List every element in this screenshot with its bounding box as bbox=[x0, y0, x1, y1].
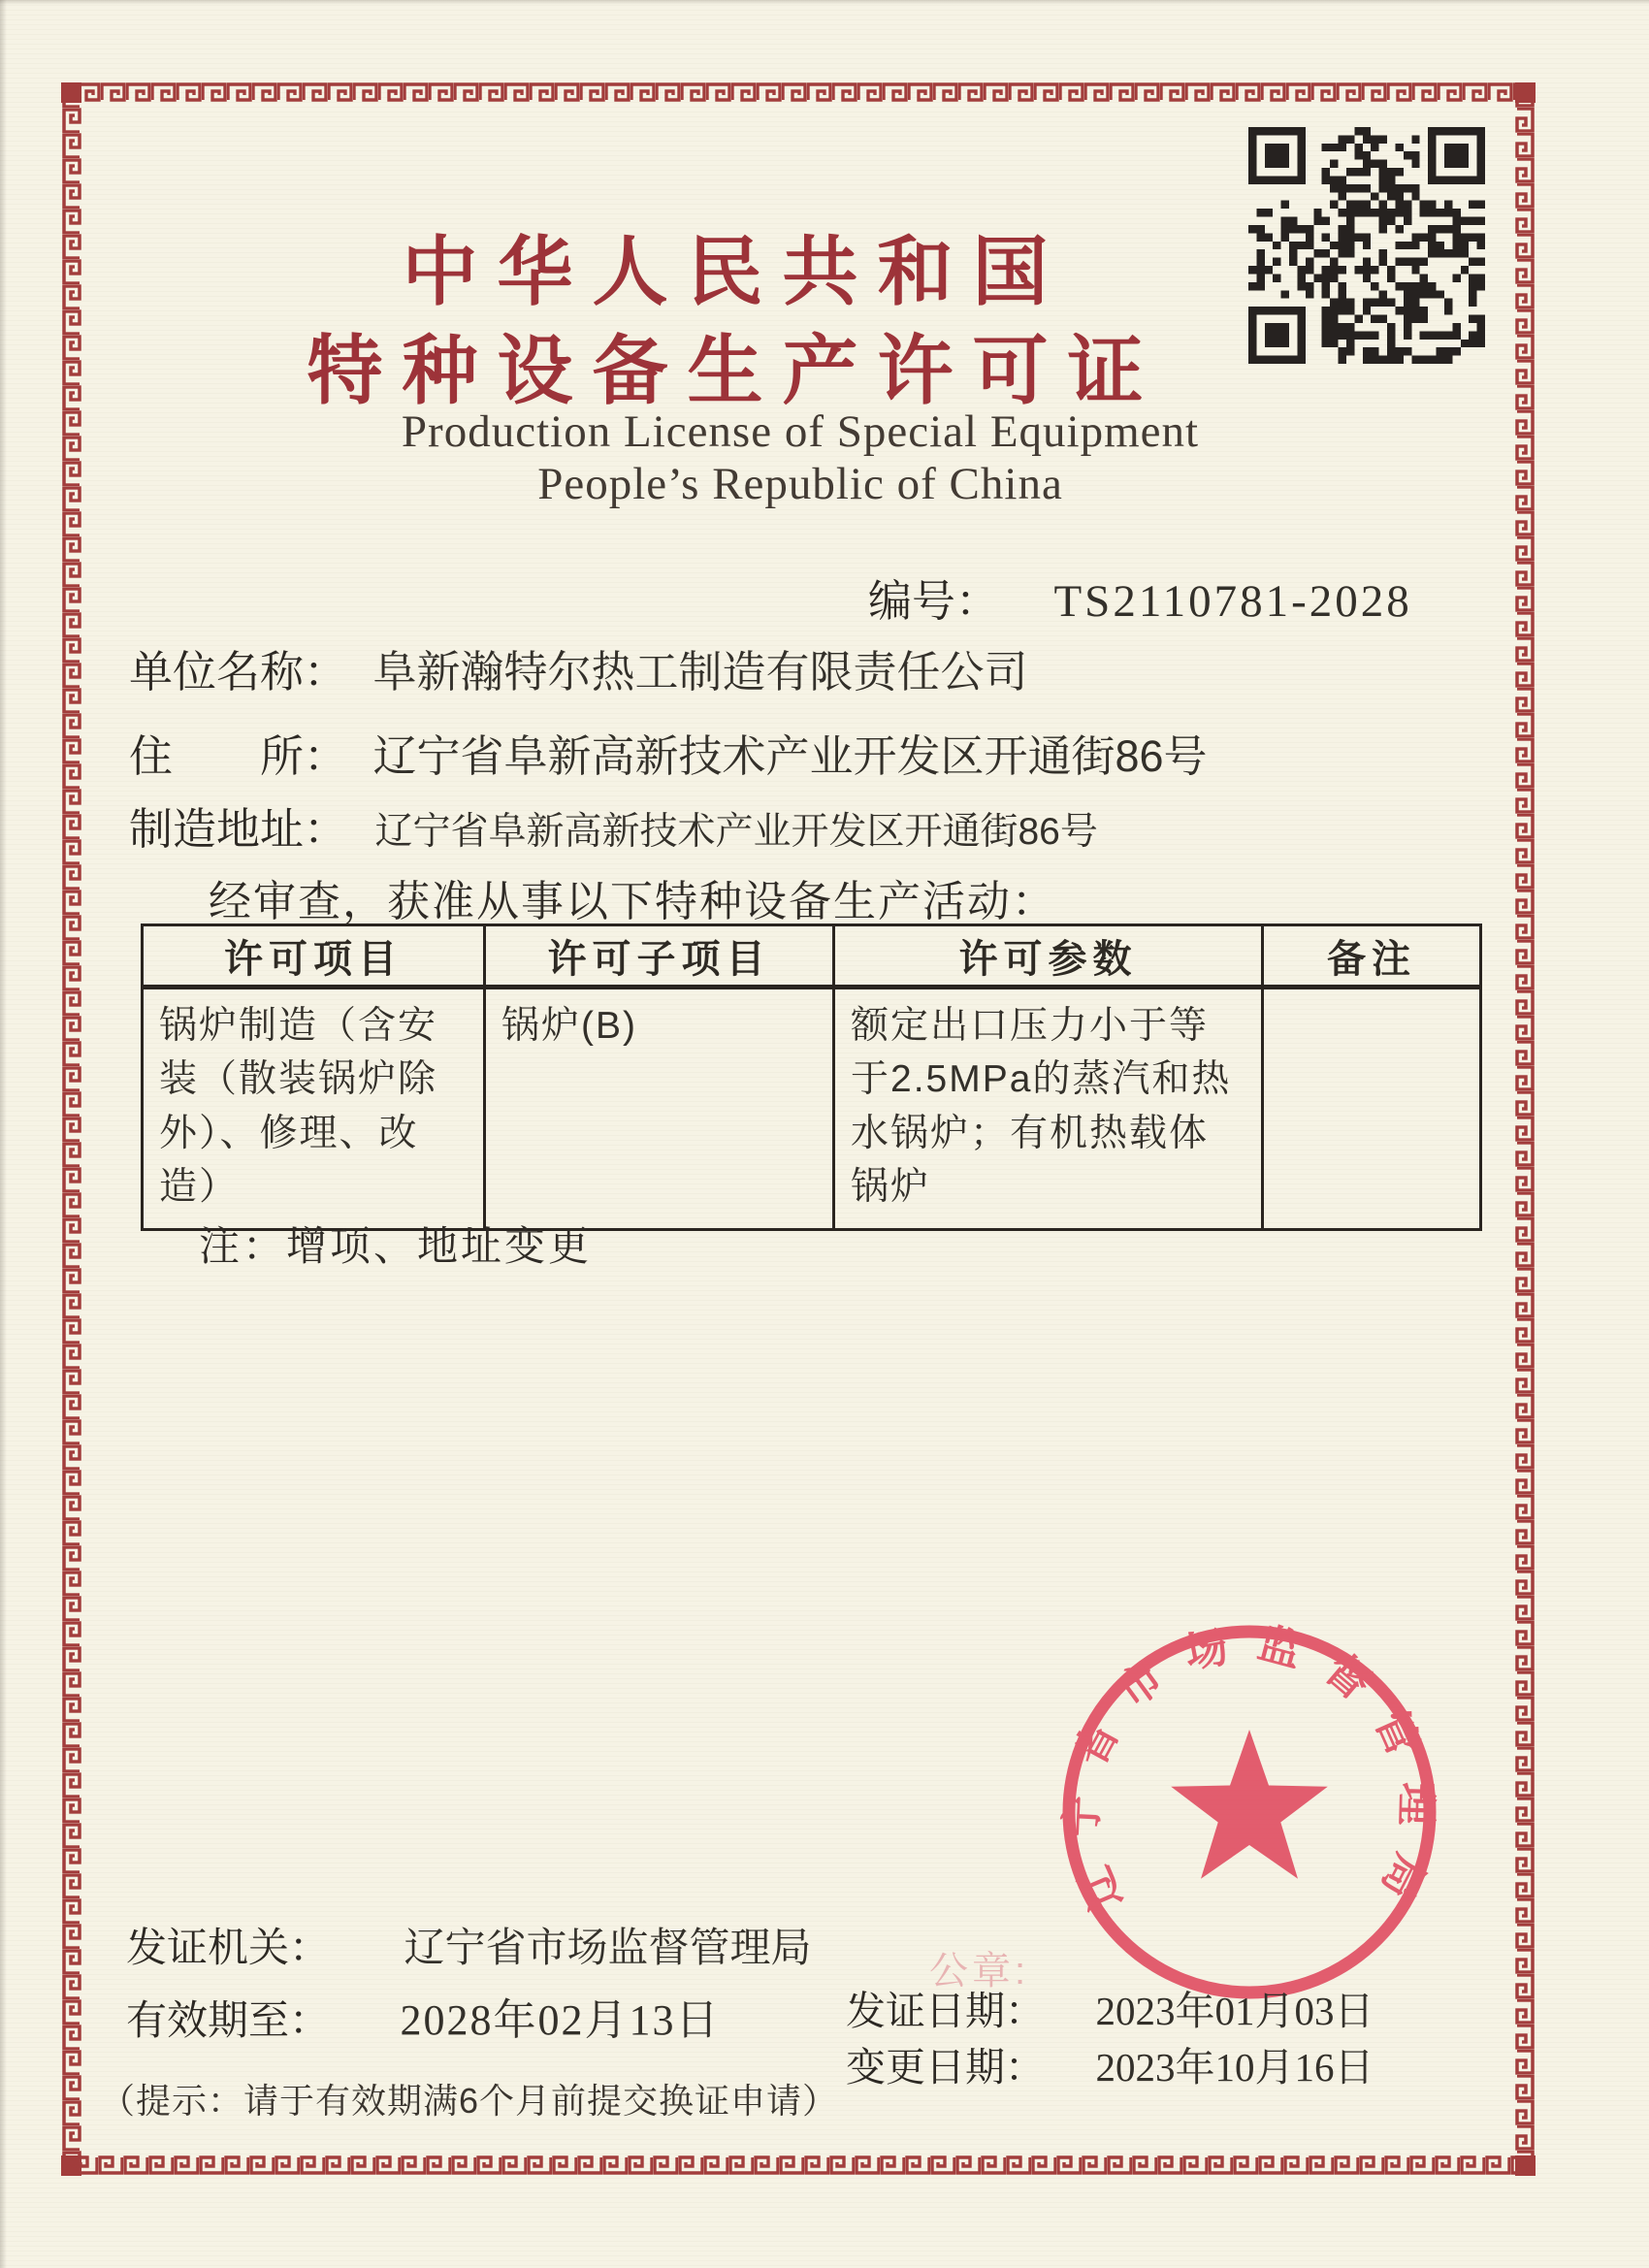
field-residence-value: 辽宁省阜新高新技术产业开发区开通街86号 bbox=[372, 731, 1208, 781]
license-number-value: TS2110781-2028 bbox=[1053, 576, 1412, 627]
field-residence bbox=[129, 721, 1208, 784]
cell-item: 锅炉制造（含安装（散装锅炉除外）、修理、改造） bbox=[143, 988, 485, 1230]
official-seal bbox=[1055, 1616, 1443, 2008]
approval-statement: 经审查，获准从事以下特种设备生产活动： bbox=[209, 878, 1056, 925]
change-date-row bbox=[846, 2035, 1374, 2092]
field-unit-name-label: 单位名称： bbox=[129, 647, 348, 697]
issuing-authority-value: 辽宁省市场监督管理局 bbox=[404, 1925, 812, 1970]
title-cn-line1: 中华人民共和国 bbox=[402, 229, 1068, 314]
field-residence-label: 住 所： bbox=[129, 731, 348, 781]
official-seal-graphic bbox=[1055, 1616, 1443, 2008]
field-manufacturing-address-value: 辽宁省阜新高新技术产业开发区开通街86号 bbox=[374, 811, 1098, 853]
title-cn-line2: 特种设备生产许可证 bbox=[307, 328, 1163, 413]
col-header-sub-item: 许可子项目 bbox=[485, 925, 834, 988]
note-line: 注：增项、地址变更 bbox=[199, 1223, 593, 1269]
field-unit-name bbox=[129, 636, 1027, 699]
license-table-row bbox=[143, 988, 1481, 1230]
cell-parameters: 额定出口压力小于等于2.5MPa的蒸汽和热水锅炉；有机热载体锅炉 bbox=[834, 988, 1263, 1230]
field-manufacturing-address bbox=[129, 794, 1098, 857]
seal-text-path: 辽宁省市场监督管理局 bbox=[1057, 1618, 1440, 1929]
col-header-remark: 备注 bbox=[1263, 925, 1481, 988]
change-date-value: 2023年10月16日 bbox=[1095, 2045, 1374, 2090]
change-date-label: 变更日期： bbox=[846, 2045, 1045, 2090]
col-header-parameters: 许可参数 bbox=[834, 925, 1263, 988]
seal-star bbox=[1171, 1730, 1328, 1879]
issue-date-row bbox=[846, 1979, 1374, 2036]
license-number-label: 编号： bbox=[868, 576, 1000, 626]
valid-until-label: 有效期至： bbox=[126, 1997, 331, 2043]
renewal-hint: （提示：请于有效期满6个月前提交换证申请） bbox=[100, 2081, 839, 2121]
col-header-item: 许可项目 bbox=[143, 925, 485, 988]
license-table bbox=[141, 923, 1482, 1231]
issuing-authority-label: 发证机关： bbox=[126, 1925, 331, 1970]
valid-until-value: 2028年02月13日 bbox=[400, 1996, 721, 2044]
title-en-line2: People’s Republic of China bbox=[537, 459, 1063, 509]
issuing-authority-row bbox=[126, 1916, 811, 1974]
field-unit-name-value: 阜新瀚特尔热工制造有限责任公司 bbox=[372, 647, 1028, 697]
issue-date-value: 2023年01月03日 bbox=[1095, 1989, 1374, 2033]
official-seal-caption: 公章: bbox=[929, 1950, 1030, 1993]
license-number-row bbox=[868, 566, 1412, 629]
license-table-header-row bbox=[143, 925, 1481, 988]
field-manufacturing-address-label: 制造地址： bbox=[129, 804, 348, 854]
issue-date-label: 发证日期： bbox=[846, 1989, 1045, 2033]
cell-sub-item: 锅炉(B) bbox=[485, 988, 834, 1230]
valid-until-row bbox=[126, 1985, 720, 2047]
title-en-line1: Production License of Special Equipment bbox=[401, 406, 1200, 457]
cell-remark bbox=[1263, 988, 1481, 1230]
